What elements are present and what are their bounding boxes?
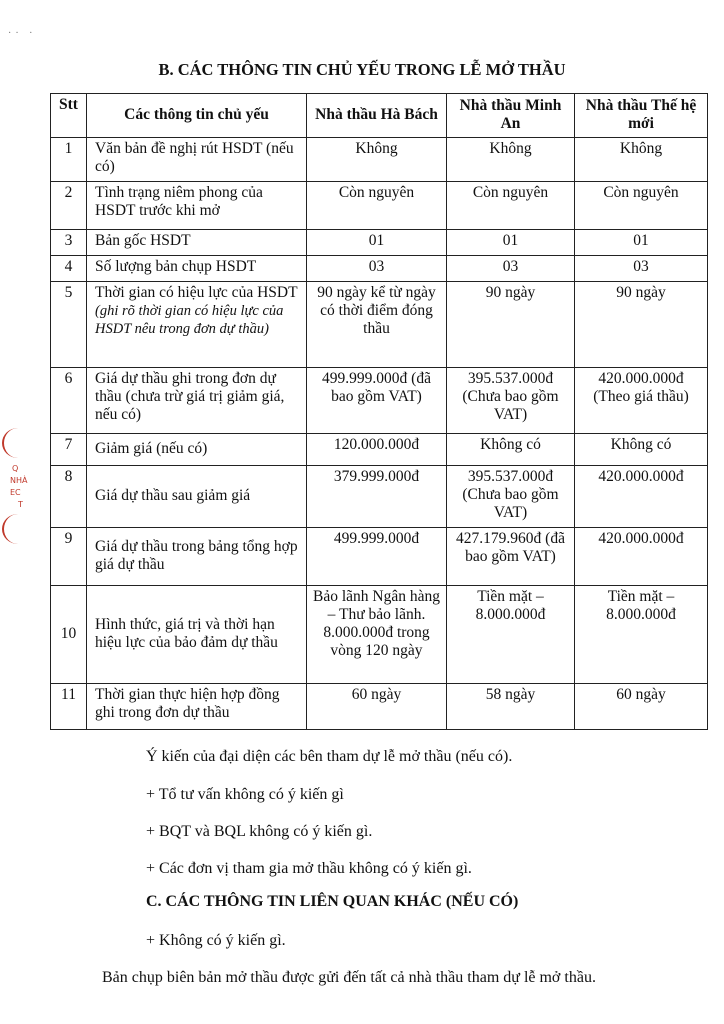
row-info [87,282,307,368]
bid-info-table [50,93,708,730]
section-b-title: B. CÁC THÔNG TIN CHỦ YẾU TRONG LỄ MỞ THẦU [158,60,566,79]
opinion-item: + BQT và BQL không có ý kiến gì. [146,823,373,840]
row-bidder-3: 01 [575,230,708,256]
table-row [51,466,708,528]
table-row [51,528,708,586]
row-bidder-2: Tiền mặt – 8.000.000đ [447,586,575,684]
table-row [51,230,708,256]
header-stt: Stt [51,94,87,138]
row-bidder-1: 499.999.000đ (đã bao gồm VAT) [307,368,447,434]
row-info: Giá dự thầu sau giảm giá [87,466,307,528]
row-bidder-3: 60 ngày [575,684,708,730]
row-bidder-3: Không [575,138,708,182]
row-stt: 4 [51,256,87,282]
row-stt: 7 [51,434,87,466]
opinions-intro: Ý kiến của đại diện các bên tham dự lễ mở thầu (nếu có). [146,748,513,765]
row-info: Giá dự thầu ghi trong đơn dự thầu (chưa trừ giá trị giảm giá, nếu có) [87,368,307,434]
row-info: Giá dự thầu trong bảng tổng hợp giá dự thầu [87,528,307,586]
row-bidder-1: 01 [307,230,447,256]
row-bidder-3: 90 ngày [575,282,708,368]
opinion-item: + Tổ tư vấn không có ý kiến gì [146,786,344,803]
row-bidder-2: 395.537.000đ (Chưa bao gồm VAT) [447,368,575,434]
table-row [51,138,708,182]
row-bidder-3: 420.000.000đ (Theo giá thầu) [575,368,708,434]
row-bidder-3: 420.000.000đ [575,466,708,528]
row-bidder-1: Bảo lãnh Ngân hàng – Thư bảo lãnh. 8.000.000đ trong vòng 120 ngày [307,586,447,684]
row-bidder-2: Không [447,138,575,182]
stamp-text-3: EC [10,488,21,497]
row-bidder-1: 90 ngày kể từ ngày có thời điểm đóng thầu [307,282,447,368]
row-stt: 8 [51,466,87,528]
row-bidder-1: 60 ngày [307,684,447,730]
scan-specks: ·· · [8,28,37,39]
row-stt: 6 [51,368,87,434]
row-bidder-3: Còn nguyên [575,182,708,230]
row-bidder-1: 120.000.000đ [307,434,447,466]
section-c-title: C. CÁC THÔNG TIN LIÊN QUAN KHÁC (NẾU CÓ) [146,893,519,910]
table-header-row [51,94,708,138]
row-bidder-3: 420.000.000đ [575,528,708,586]
header-bidder-2: Nhà thầu Minh An [447,94,575,138]
row-bidder-1: Còn nguyên [307,182,447,230]
row-info: Văn bản đề nghị rút HSDT (nếu có) [87,138,307,182]
row-stt: 9 [51,528,87,586]
row-bidder-1: Không [307,138,447,182]
row-stt: 2 [51,182,87,230]
stamp-text-2: NHÀ [10,476,28,485]
row-bidder-2: 03 [447,256,575,282]
row-bidder-3: Không có [575,434,708,466]
row-bidder-1: 03 [307,256,447,282]
table-row [51,684,708,730]
row-info: Tình trạng niêm phong của HSDT trước khi mở [87,182,307,230]
row-info-note: (ghi rõ thời gian có hiệu lực của HSDT nêu trong đơn dự thầu) [95,303,284,337]
row-stt: 3 [51,230,87,256]
row-info-main: Thời gian có hiệu lực của HSDT [95,284,298,301]
row-bidder-2: 395.537.000đ (Chưa bao gồm VAT) [447,466,575,528]
row-info: Giảm giá (nếu có) [87,434,307,466]
row-stt: 1 [51,138,87,182]
stamp-text-4: T [18,500,23,509]
closing-note: Bản chụp biên bản mở thầu được gửi đến tất cả nhà thầu tham dự lễ mở thầu. [102,969,596,986]
row-bidder-2: 58 ngày [447,684,575,730]
red-stamp-fragment [2,428,34,548]
row-bidder-2: 01 [447,230,575,256]
row-bidder-2: Không có [447,434,575,466]
row-stt: 5 [51,282,87,368]
stamp-text-1: Q [12,464,19,473]
table-row [51,256,708,282]
header-bidder-1: Nhà thầu Hà Bách [307,94,447,138]
row-bidder-1: 379.999.000đ [307,466,447,528]
row-info: Hình thức, giá trị và thời hạn hiệu lực của bảo đảm dự thầu [87,586,307,684]
row-bidder-2: Còn nguyên [447,182,575,230]
row-info: Thời gian thực hiện hợp đồng ghi trong đơn dự thầu [87,684,307,730]
header-bidder-3: Nhà thầu Thế hệ mới [575,94,708,138]
table-row [51,586,708,684]
row-info: Số lượng bản chụp HSDT [87,256,307,282]
row-info: Bản gốc HSDT [87,230,307,256]
section-c-item: + Không có ý kiến gì. [146,932,286,949]
table-row [51,434,708,466]
header-info: Các thông tin chủ yếu [87,94,307,138]
opinion-item: + Các đơn vị tham gia mở thầu không có ý kiến gì. [146,860,472,877]
row-bidder-2: 427.179.960đ (đã bao gồm VAT) [447,528,575,586]
row-bidder-1: 499.999.000đ [307,528,447,586]
row-bidder-3: Tiền mặt – 8.000.000đ [575,586,708,684]
row-bidder-3: 03 [575,256,708,282]
table-row [51,282,708,368]
row-stt: 11 [51,684,87,730]
table-row [51,368,708,434]
row-stt: 10 [51,586,87,684]
table-row [51,182,708,230]
row-bidder-2: 90 ngày [447,282,575,368]
